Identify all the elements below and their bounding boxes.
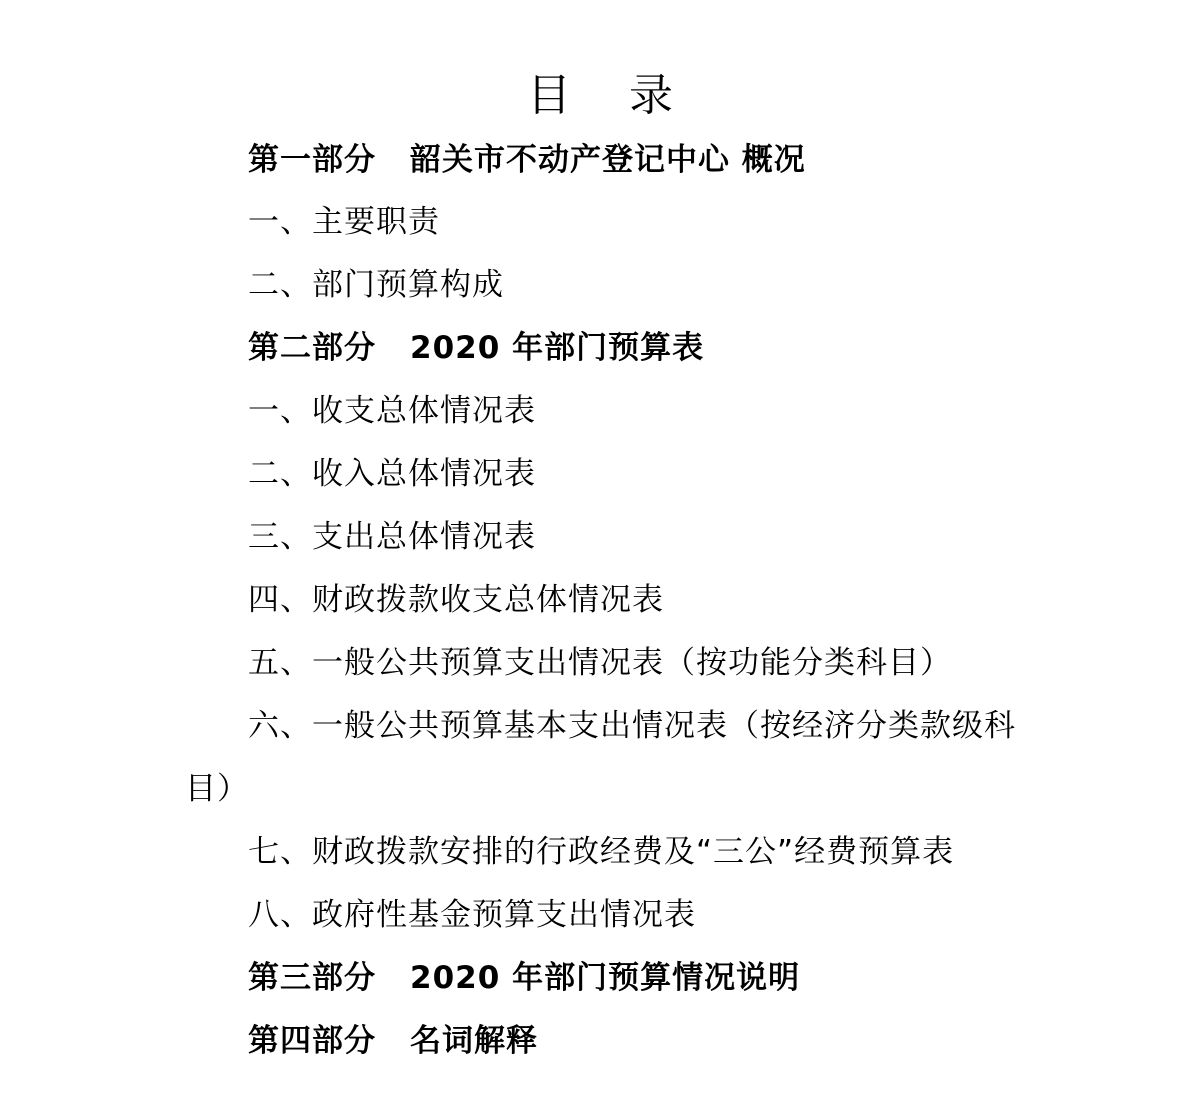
toc-part-label: 第三部分: [248, 960, 376, 996]
toc-item: 三、支出总体情况表: [248, 519, 536, 555]
toc-part-4: [248, 1019, 538, 1063]
toc-part-3: [248, 956, 800, 1000]
toc-part-2: [248, 326, 704, 370]
toc-item: 七、财政拨款安排的行政经费及“三公”经费预算表: [248, 834, 955, 870]
toc-part-label: 第二部分: [248, 330, 376, 366]
toc-part-title: 名词解释: [410, 1023, 538, 1059]
toc-part-title: 2020 年部门预算情况说明: [410, 960, 801, 996]
toc-part-1: [248, 138, 806, 182]
toc-item: 一、主要职责: [248, 204, 440, 240]
toc-part-label: 第一部分: [248, 142, 376, 178]
toc-item: 二、收入总体情况表: [248, 456, 536, 492]
toc-item: 一、收支总体情况表: [248, 393, 536, 429]
toc-part-title: 韶关市不动产登记中心 概况: [410, 142, 806, 178]
toc-item: 六、一般公共预算基本支出情况表（按经济分类款级科: [248, 708, 1016, 744]
toc-item: 五、一般公共预算支出情况表（按功能分类科目）: [248, 645, 952, 681]
toc-part-title: 2020 年部门预算表: [410, 330, 705, 366]
toc-item: 八、政府性基金预算支出情况表: [248, 897, 696, 933]
toc-item-continuation: 目）: [185, 771, 249, 807]
toc-item: 四、财政拨款收支总体情况表: [248, 582, 664, 618]
page-title: 目 录: [527, 70, 695, 121]
toc-item: 二、部门预算构成: [248, 267, 504, 303]
toc-part-label: 第四部分: [248, 1023, 376, 1059]
